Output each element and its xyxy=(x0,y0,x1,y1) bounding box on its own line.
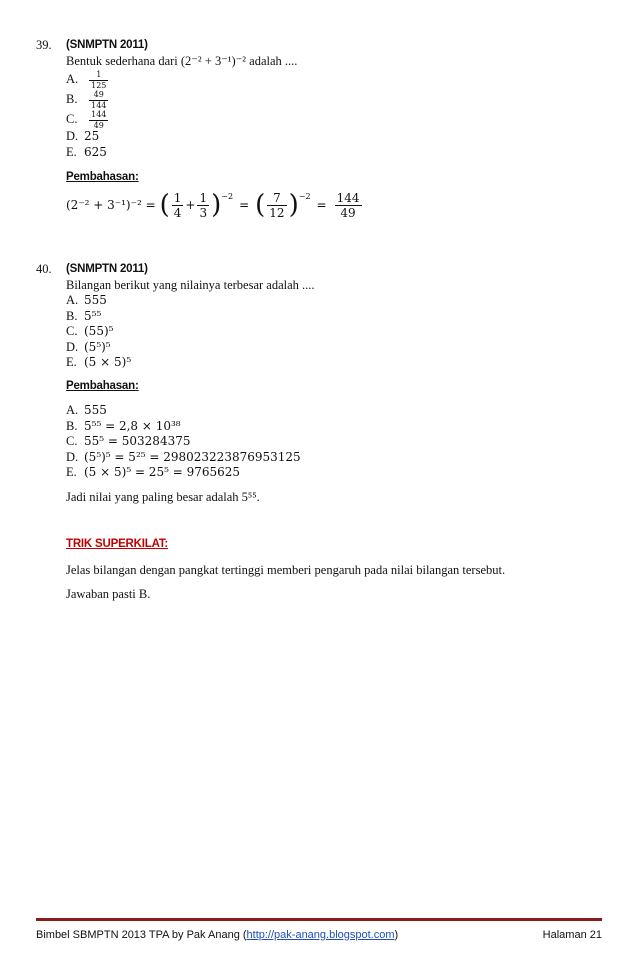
numerator: 1 xyxy=(173,190,182,205)
option-label: D. xyxy=(66,449,79,464)
solution-equation: (2⁻² + 3⁻¹)⁻² = ( $\frac{1}{4}$ + $\frac{1}{3}$ ) −2 = ( $\frac{7}{12}$ ) −2 = $\frac{144}{49}$ xyxy=(66,190,360,220)
denominator: 144 xyxy=(91,100,107,110)
numerator: 144 xyxy=(336,190,360,205)
denominator: 12 xyxy=(269,205,285,220)
option-label: C. xyxy=(66,434,78,448)
option-label: B. xyxy=(66,418,78,433)
solution-value: 55⁵ = 503284375 xyxy=(84,434,191,448)
solution-value: 555 xyxy=(84,403,107,417)
option-label: E. xyxy=(66,465,77,479)
denominator: 49 xyxy=(93,120,104,130)
option-a xyxy=(66,293,626,309)
option-c xyxy=(66,109,626,129)
denominator: 49 xyxy=(340,205,356,220)
option-label: C. xyxy=(66,112,78,126)
option-label: C. xyxy=(66,324,78,338)
option-label: B. xyxy=(66,308,78,323)
option-label: A. xyxy=(66,293,79,307)
question-number: 40. xyxy=(36,262,52,276)
equals-sign: = xyxy=(239,198,250,212)
option-e xyxy=(66,145,626,161)
denominator: 4 xyxy=(173,205,182,220)
question-number: 39. xyxy=(36,38,52,52)
exponent: −2 xyxy=(298,191,311,201)
option-value: (5⁵)⁵ xyxy=(84,339,111,354)
option-a xyxy=(66,69,626,89)
pembahasan-heading: Pembahasan: xyxy=(66,379,139,392)
fraction-144-49 xyxy=(335,192,362,219)
page-footer xyxy=(36,918,602,941)
conclusion: Jadi nilai yang paling besar adalah 5⁵⁵. xyxy=(66,489,260,504)
plus-sign: + xyxy=(185,198,196,212)
option-b xyxy=(66,89,626,109)
answer-text: Jawaban pasti B. xyxy=(66,587,151,601)
numerator: 144 xyxy=(91,109,107,119)
fraction-1-3 xyxy=(197,192,209,219)
fraction xyxy=(89,111,108,130)
option-label: D. xyxy=(66,129,79,143)
footer-prefix: Bimbel SBMPTN 2013 TPA by Pak Anang ( xyxy=(36,929,247,941)
trik-superkilat-heading: TRIK SUPERKILAT: xyxy=(66,538,169,550)
footer-suffix: ) xyxy=(394,929,399,941)
solution-e xyxy=(66,465,626,481)
question-heading: (SNMPTN 2011) xyxy=(66,263,148,275)
option-label: A. xyxy=(66,72,79,86)
solution-value: (5⁵)⁵ = 5²⁵ = 298023223876953125 xyxy=(84,449,301,464)
option-label: B. xyxy=(66,92,78,106)
option-value: 625 xyxy=(84,144,107,159)
fraction xyxy=(89,91,108,110)
solution-value: (5 × 5)⁵ = 25⁵ = 9765625 xyxy=(84,465,241,479)
blog-link[interactable]: http://pak-anang.blogspot.com xyxy=(246,929,395,941)
footer-left xyxy=(36,929,398,941)
fraction-7-12 xyxy=(267,192,286,219)
option-value: 555 xyxy=(84,293,107,307)
option-b xyxy=(66,309,626,325)
option-e xyxy=(66,355,626,371)
solution-value: 5⁵⁵ = 2,8 × 10³⁸ xyxy=(84,418,181,433)
option-label: A. xyxy=(66,403,79,417)
option-label: D. xyxy=(66,339,79,354)
denominator: 3 xyxy=(199,205,208,220)
option-value: 25 xyxy=(84,129,100,143)
numerator: 7 xyxy=(273,190,281,205)
solution-c xyxy=(66,434,626,450)
question-heading: (SNMPTN 2011) xyxy=(66,39,148,51)
option-value: 5⁵⁵ xyxy=(84,308,102,323)
fraction xyxy=(89,71,108,90)
option-label: E. xyxy=(66,355,77,369)
option-d xyxy=(66,340,626,356)
numerator: 1 xyxy=(96,69,102,79)
solution-a xyxy=(66,403,626,419)
option-value: (5 × 5)⁵ xyxy=(84,355,132,369)
question-text: Bilangan berikut yang nilainya terbesar adalah .... xyxy=(66,277,315,292)
option-c xyxy=(66,324,626,340)
option-d xyxy=(66,129,626,145)
solution-b xyxy=(66,419,626,435)
fraction-1-4 xyxy=(172,192,184,219)
option-label: E. xyxy=(66,144,77,159)
page-number: Halaman 21 xyxy=(542,929,602,941)
option-value: (55)⁵ xyxy=(84,324,114,338)
pembahasan-heading: Pembahasan: xyxy=(66,171,139,183)
denominator: 125 xyxy=(91,80,107,90)
equals-sign: = xyxy=(316,198,327,212)
trik-text: Jelas bilangan dengan pangkat tertinggi memberi pengaruh pada nilai bilangan tersebut. xyxy=(66,562,506,577)
exponent: −2 xyxy=(221,191,234,201)
numerator: 49 xyxy=(93,89,104,99)
solution-d xyxy=(66,450,626,466)
equation-lhs: (2⁻² + 3⁻¹)⁻² = xyxy=(66,198,156,212)
numerator: 1 xyxy=(199,190,208,205)
question-text: Bentuk sederhana dari (2⁻² + 3⁻¹)⁻² adalah .... xyxy=(66,53,298,68)
